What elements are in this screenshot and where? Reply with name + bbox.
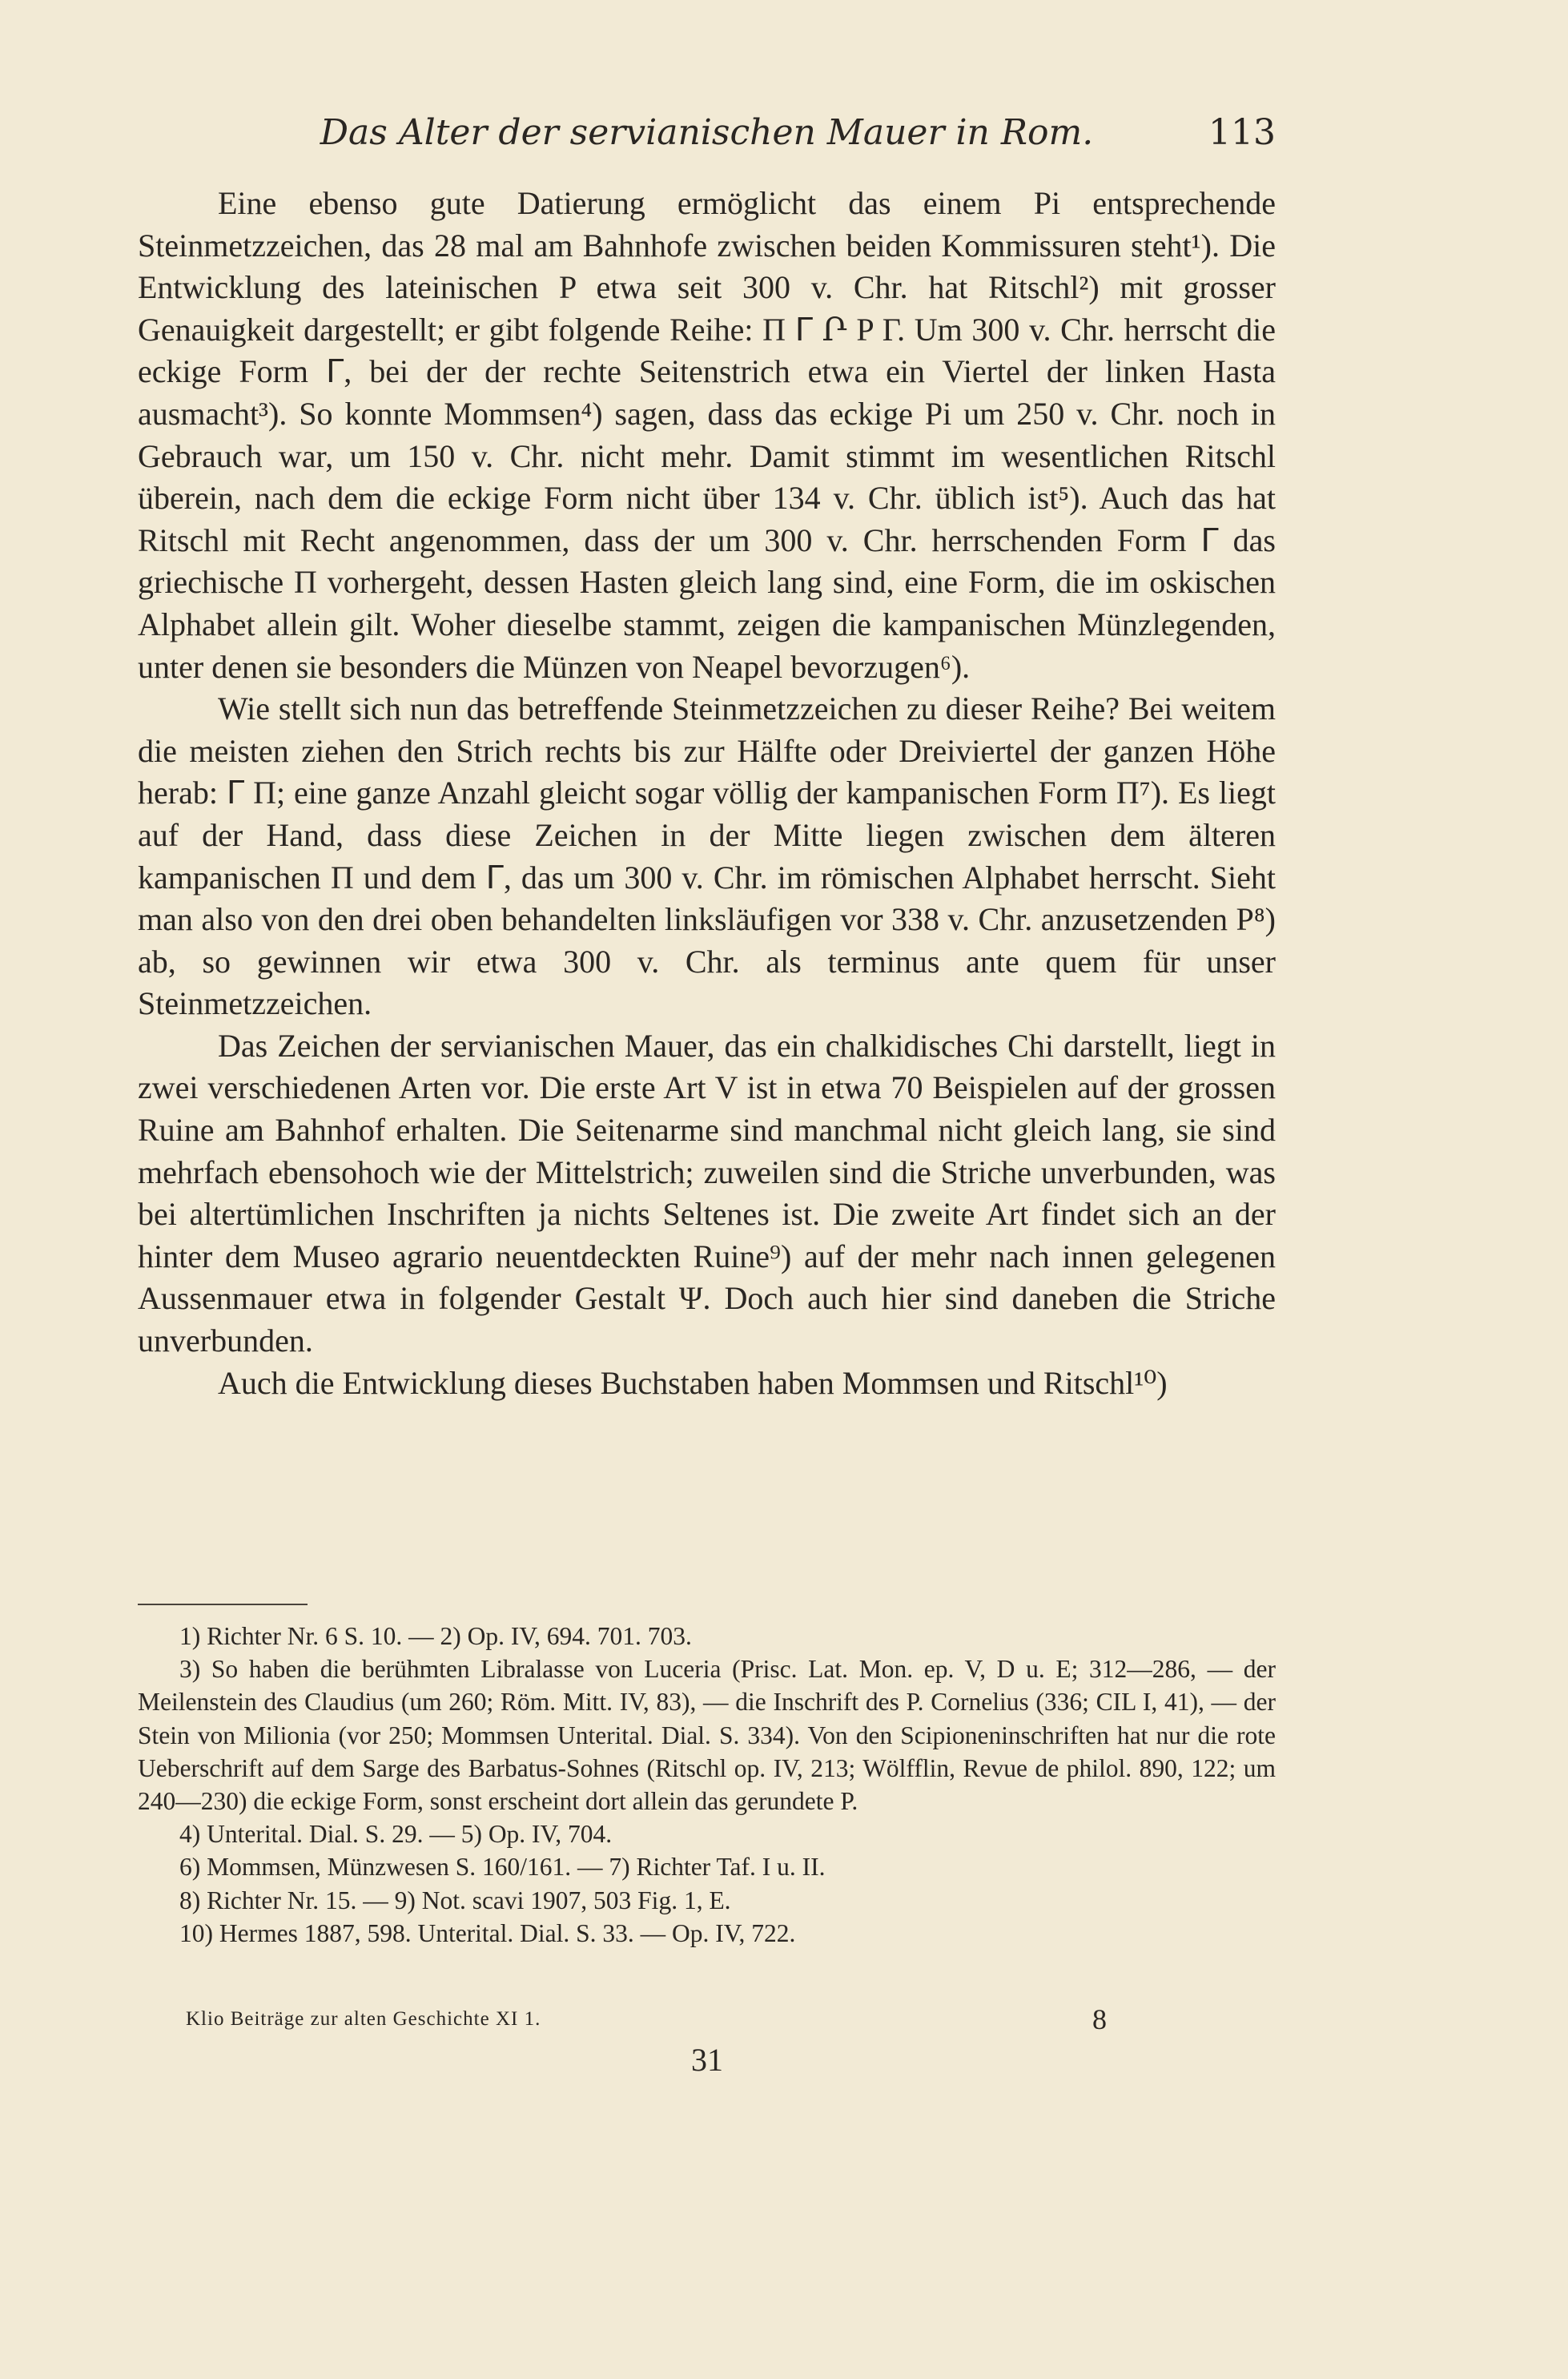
- signature-line: [186, 2003, 1107, 2035]
- footnotes: [138, 1620, 1276, 1950]
- journal-signature: Klio Beiträge zur alten Geschichte XI 1.: [186, 2008, 541, 2030]
- footnote-10: 10) Hermes 1887, 598. Unterital. Dial. S. 33. — Op. IV, 722.: [179, 1918, 796, 1947]
- footnote-4-5: 4) Unterital. Dial. S. 29. — 5) Op. IV, 704.: [179, 1820, 613, 1849]
- paragraph-1: Eine ebenso gute Datierung ermöglicht das einem Pi entsprechende Steinmetzzeichen, das 28 mal am Bahnhofe zwischen beiden Kommissuren steht¹). Die Entwicklung des lateinischen P etwa seit 300 v. Chr. hat Ritschl²) mit grosser Genauigkeit dargestellt; er gibt folgende Reihe: Π ᒥ Ր P Γ. Um 300 v. Chr. herrscht die eckige Form ᒥ, bei der der rechte Seitenstrich etwa ein Viertel der linken Hasta ausmacht³). So konnte Mommsen⁴) sagen, dass das eckige Pi um 250 v. Chr. noch in Gebrauch war, um 150 v. Chr. nicht mehr. Damit stimmt im wesentlichen Ritschl überein, nach dem die eckige Form nicht über 134 v. Chr. üblich ist⁵). Auch das hat Ritschl mit Recht angenommen, dass der um 300 v. Chr. herrschenden Form ᒥ das griechische Π vorhergeht, dessen Hasten gleich lang sind, eine Form, die im oskischen Alphabet allein gilt. Woher dieselbe stammt, zeigen die kampanischen Münzlegenden, unter denen sie besonders die Münzen von Neapel bevorzugen⁶).: [138, 185, 1276, 685]
- main-text: [138, 183, 1276, 1404]
- footer-number: 31: [691, 2042, 723, 2078]
- running-header: [138, 109, 1276, 157]
- footnote-rule: [138, 1604, 308, 1605]
- footnote-1-2: 1) Richter Nr. 6 S. 10. — 2) Op. IV, 694. 701. 703.: [179, 1622, 692, 1650]
- gathering-mark: 8: [1092, 2003, 1107, 2035]
- footnote-3: 3) So haben die berühmten Libralasse von Luceria (Prisc. Lat. Mon. ep. V, D u. E; 312—286, — der Meilenstein des Claudius (um 260; Röm. Mitt. IV, 83), — die Inschrift des P. Cornelius (336; CIL I, 41), — der Stein von Milionia (vor 250; Mommsen Unterital. Dial. S. 334). Von den Scipioneninschriften hat nur die rote Ueberschrift auf dem Sarge des Barbatus-Sohnes (Ritschl op. IV, 213; Wölfflin, Revue de philol. 890, 122; um 240—230) die eckige Form, sonst erscheint dort allein das gerundete P.: [138, 1655, 1276, 1816]
- paragraph-3: Das Zeichen der servianischen Mauer, das ein chalkidisches Chi darstellt, liegt in zwei verschiedenen Arten vor. Die erste Art V ist in etwa 70 Beispielen auf der grossen Ruine am Bahnhof erhalten. Die Seitenarme sind manchmal nicht gleich lang, sie sind mehrfach ebensohoch wie der Mittelstrich; zuweilen sind die Striche unverbunden, was bei altertümlichen Inschriften ja nichts Seltenes ist. Die zweite Art findet sich an der hinter dem Museo agrario neuentdeckten Ruine⁹) auf der mehr nach innen gelegenen Aussenmauer etwa in folgender Gestalt Ψ. Doch auch hier sind daneben die Striche unverbunden.: [138, 1027, 1276, 1359]
- paragraph-4: Auch die Entwicklung dieses Buchstaben haben Mommsen und Ritschl¹⁰): [218, 1364, 1168, 1401]
- paragraph-2: Wie stellt sich nun das betreffende Steinmetzzeichen zu dieser Reihe? Bei weitem die meisten ziehen den Strich rechts bis zur Hälfte oder Dreiviertel der ganzen Höhe herab: ᒥ Π; eine ganze Anzahl gleicht sogar völlig der kampanischen Form Π⁷). Es liegt auf der Hand, dass diese Zeichen in der Mitte liegen zwischen dem älteren kampanischen Π und dem ᒥ, das um 300 v. Chr. im römischen Alphabet herrscht. Sieht man also von den drei oben behandelten linksläufigen vor 338 v. Chr. anzusetzenden P⁸) ab, so gewinnen wir etwa 300 v. Chr. als terminus ante quem für unser Steinmetzzeichen.: [138, 690, 1276, 1022]
- footnote-8-9: 8) Richter Nr. 15. — 9) Not. scavi 1907, 503 Fig. 1, E.: [179, 1886, 731, 1914]
- page-number: 113: [1208, 112, 1276, 153]
- footnote-6-7: 6) Mommsen, Münzwesen S. 160/161. — 7) Richter Taf. I u. II.: [179, 1853, 826, 1882]
- running-title: Das Alter der servianischen Mauer in Rom.: [320, 112, 1094, 153]
